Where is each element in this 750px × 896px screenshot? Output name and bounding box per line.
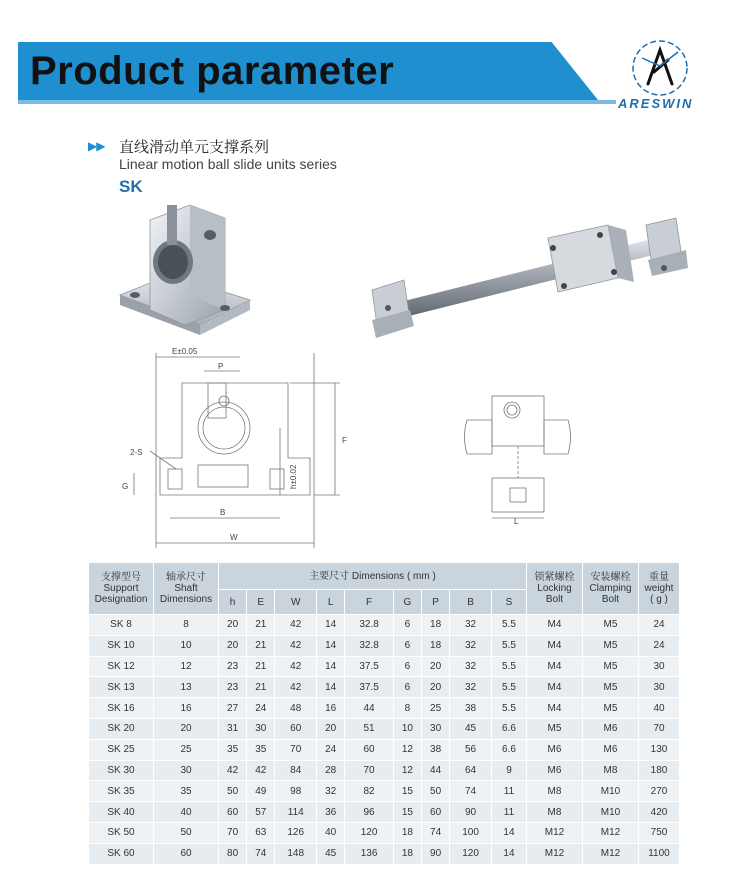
table-cell: SK 35 [89, 781, 153, 801]
table-cell: 37.5 [345, 677, 393, 697]
table-row [89, 719, 679, 739]
table-cell: 24 [247, 698, 274, 718]
table-cell: 12 [154, 657, 218, 677]
model-code: SK [119, 177, 143, 196]
table-cell: 14 [492, 844, 526, 864]
header-shaft [154, 563, 218, 614]
table-cell: M4 [527, 615, 582, 635]
table-cell: SK 40 [89, 802, 153, 822]
table-cell: SK 20 [89, 719, 153, 739]
table-cell: 32 [450, 636, 491, 656]
header-support-en2: Designation [94, 594, 148, 605]
header-dim-b: B [450, 590, 491, 614]
table-cell: 70 [345, 761, 393, 781]
table-cell: 6 [394, 657, 421, 677]
table-cell: 136 [345, 844, 393, 864]
table-cell: 60 [275, 719, 316, 739]
table-cell: 42 [247, 761, 274, 781]
table-cell: 90 [450, 802, 491, 822]
table-row [89, 761, 679, 781]
header-weight-en2: ( g ) [650, 594, 668, 605]
table-cell: 6 [394, 677, 421, 697]
label-h-tolerance: h±0.02 [289, 464, 298, 489]
table-cell: 8 [154, 615, 218, 635]
table-cell: 50 [154, 823, 218, 843]
table-cell: 38 [450, 698, 491, 718]
table-cell: M5 [583, 636, 638, 656]
table-cell: 84 [275, 761, 316, 781]
table-cell: 37.5 [345, 657, 393, 677]
table-cell: 420 [639, 802, 679, 822]
table-cell: 48 [275, 698, 316, 718]
header-locking [527, 563, 582, 614]
header-locking-cn: 锁紧螺栓 [534, 572, 575, 583]
table-cell: 32.8 [345, 636, 393, 656]
table-cell: M5 [583, 657, 638, 677]
header-weight-cn: 重量 [649, 572, 669, 583]
table-cell: 45 [450, 719, 491, 739]
table-cell: 126 [275, 823, 316, 843]
table-cell: M6 [527, 761, 582, 781]
table-cell: 20 [219, 615, 246, 635]
table-cell: 30 [154, 761, 218, 781]
table-cell: M6 [583, 719, 638, 739]
header-shaft-en2: Dimensions [159, 594, 213, 605]
table-cell: 45 [317, 844, 344, 864]
table-cell: 70 [639, 719, 679, 739]
table-row [89, 636, 679, 656]
header-clamping [583, 563, 638, 614]
table-cell: 32.8 [345, 615, 393, 635]
header-shaft-en1: Shaft [174, 583, 198, 594]
table-cell: M6 [527, 740, 582, 760]
table-cell: 35 [247, 740, 274, 760]
table-cell: M12 [527, 823, 582, 843]
table-row [89, 740, 679, 760]
header-support-cn: 支撑型号 [101, 572, 141, 583]
table-cell: 56 [450, 740, 491, 760]
label-g: G [122, 482, 129, 491]
table-cell: SK 50 [89, 823, 153, 843]
header-support-en1: Support [103, 583, 139, 594]
table-cell: 74 [422, 823, 449, 843]
table-cell: 10 [154, 636, 218, 656]
table-cell: 5.5 [492, 657, 526, 677]
header-weight [639, 563, 679, 614]
table-cell: 18 [394, 844, 421, 864]
table-cell: 25 [154, 740, 218, 760]
table-cell: M8 [527, 781, 582, 801]
brand-name: ARESWIN [618, 96, 694, 111]
table-cell: 16 [154, 698, 218, 718]
table-cell: 5.5 [492, 615, 526, 635]
header-dim-e: E [247, 590, 274, 614]
table-cell: 40 [317, 823, 344, 843]
header-dim-l: L [317, 590, 344, 614]
table-cell: 80 [219, 844, 246, 864]
table-cell: M5 [583, 615, 638, 635]
table-cell: 11 [492, 802, 526, 822]
table-cell: 20 [317, 719, 344, 739]
linear-shaft-assembly-photo [368, 210, 690, 350]
table-row [89, 698, 679, 718]
table-cell: SK 12 [89, 657, 153, 677]
table-cell: M12 [583, 823, 638, 843]
table-cell: 57 [247, 802, 274, 822]
table-cell: 5.5 [492, 698, 526, 718]
header-weight-en1: weight [644, 583, 674, 594]
table-cell: 60 [219, 802, 246, 822]
table-cell: 14 [492, 823, 526, 843]
table-cell: 14 [317, 657, 344, 677]
header-dim-w: W [275, 590, 316, 614]
front-view-drawing [120, 343, 355, 551]
table-cell: 60 [154, 844, 218, 864]
header-clamping-en1: Clamping [589, 583, 632, 594]
table-cell: SK 30 [89, 761, 153, 781]
table-cell: M5 [527, 719, 582, 739]
table-cell: 70 [219, 823, 246, 843]
page-title: Product parameter [30, 49, 395, 93]
header-shaft-cn: 轴承尺寸 [166, 572, 206, 583]
table-cell: M4 [527, 698, 582, 718]
table-cell: 38 [422, 740, 449, 760]
table-cell: 20 [219, 636, 246, 656]
table-cell: 13 [154, 677, 218, 697]
table-cell: 21 [247, 657, 274, 677]
table-cell: 1100 [639, 844, 679, 864]
label-b: B [220, 508, 226, 517]
header-support [89, 563, 153, 614]
table-cell: 30 [247, 719, 274, 739]
table-cell: M6 [583, 740, 638, 760]
table-row [89, 844, 679, 864]
table-cell: 23 [219, 657, 246, 677]
table-cell: 42 [275, 615, 316, 635]
table-cell: 14 [317, 677, 344, 697]
table-cell: 14 [317, 636, 344, 656]
table-cell: 12 [394, 740, 421, 760]
header-dim-f: F [345, 590, 393, 614]
table-row [89, 823, 679, 843]
table-cell: 35 [154, 781, 218, 801]
label-p: P [218, 362, 224, 371]
table-cell: 9 [492, 761, 526, 781]
table-cell: 180 [639, 761, 679, 781]
table-cell: 18 [422, 636, 449, 656]
table-cell: 90 [422, 844, 449, 864]
table-cell: 120 [450, 844, 491, 864]
table-cell: 60 [422, 802, 449, 822]
table-row [89, 657, 679, 677]
table-cell: 270 [639, 781, 679, 801]
table-cell: 96 [345, 802, 393, 822]
table-cell: 35 [219, 740, 246, 760]
table-cell: 10 [394, 719, 421, 739]
table-cell: SK 25 [89, 740, 153, 760]
table-cell: 74 [247, 844, 274, 864]
table-cell: 64 [450, 761, 491, 781]
table-cell: 40 [154, 802, 218, 822]
table-cell: 40 [639, 698, 679, 718]
table-cell: M10 [583, 781, 638, 801]
table-cell: 42 [275, 636, 316, 656]
table-cell: SK 8 [89, 615, 153, 635]
table-cell: 6.6 [492, 719, 526, 739]
label-w: W [230, 533, 238, 542]
table-cell: 15 [394, 781, 421, 801]
table-cell: 23 [219, 677, 246, 697]
table-cell: 15 [394, 802, 421, 822]
table-row [89, 781, 679, 801]
table-cell: 6 [394, 615, 421, 635]
table-cell: 21 [247, 615, 274, 635]
table-row [89, 677, 679, 697]
header-dim-g: G [394, 590, 421, 614]
label-e-tolerance: E±0.05 [172, 347, 198, 356]
table-cell: 114 [275, 802, 316, 822]
table-cell: M12 [527, 844, 582, 864]
table-cell: 28 [317, 761, 344, 781]
header-dim-p: P [422, 590, 449, 614]
table-cell: 24 [639, 615, 679, 635]
table-cell: 51 [345, 719, 393, 739]
table-cell: 21 [247, 677, 274, 697]
table-cell: 21 [247, 636, 274, 656]
table-cell: M4 [527, 636, 582, 656]
table-cell: 24 [317, 740, 344, 760]
table-cell: 16 [317, 698, 344, 718]
table-cell: SK 16 [89, 698, 153, 718]
table-cell: 5.5 [492, 636, 526, 656]
table-cell: 42 [275, 677, 316, 697]
table-cell: 42 [219, 761, 246, 781]
table-cell: 32 [450, 677, 491, 697]
header-locking-en2: Bolt [545, 594, 564, 605]
table-cell: 30 [639, 677, 679, 697]
header-dim-h: h [219, 590, 246, 614]
table-cell: M10 [583, 802, 638, 822]
table-cell: 74 [450, 781, 491, 801]
table-row [89, 615, 679, 635]
table-cell: 20 [154, 719, 218, 739]
table-cell: M8 [583, 761, 638, 781]
table-cell: 20 [422, 677, 449, 697]
table-cell: 18 [394, 823, 421, 843]
series-title-cn: 直线滑动单元支撑系列 [119, 139, 270, 156]
table-cell: 30 [422, 719, 449, 739]
table-cell: 50 [219, 781, 246, 801]
table-cell: M5 [583, 677, 638, 697]
label-l: L [514, 517, 519, 526]
table-cell: 18 [422, 615, 449, 635]
table-cell: 100 [450, 823, 491, 843]
table-cell: 31 [219, 719, 246, 739]
table-cell: 42 [275, 657, 316, 677]
header-dimensions: 主要尺寸 Dimensions ( mm ) [219, 563, 526, 589]
table-cell: 70 [275, 740, 316, 760]
table-cell: 32 [450, 657, 491, 677]
table-cell: 30 [639, 657, 679, 677]
table-cell: SK 13 [89, 677, 153, 697]
table-cell: 120 [345, 823, 393, 843]
header-clamping-cn: 安装螺栓 [590, 572, 631, 583]
table-cell: 750 [639, 823, 679, 843]
table-cell: 60 [345, 740, 393, 760]
table-cell: 14 [317, 615, 344, 635]
table-cell: 49 [247, 781, 274, 801]
label-f: F [342, 436, 347, 445]
table-cell: 148 [275, 844, 316, 864]
sk-support-photo [115, 200, 255, 340]
table-cell: 36 [317, 802, 344, 822]
table-row [89, 802, 679, 822]
table-cell: M4 [527, 677, 582, 697]
table-cell: M8 [527, 802, 582, 822]
table-cell: M5 [583, 698, 638, 718]
header-clamping-en2: Bolt [601, 594, 620, 605]
table-cell: 11 [492, 781, 526, 801]
series-title-en: Linear motion ball slide units series [119, 156, 337, 172]
banner-underline [18, 100, 616, 104]
table-cell: 20 [422, 657, 449, 677]
table-cell: 63 [247, 823, 274, 843]
header-dim-s: S [492, 590, 526, 614]
table-cell: 32 [317, 781, 344, 801]
side-view-drawing [462, 392, 574, 532]
table-cell: 130 [639, 740, 679, 760]
table-cell: 8 [394, 698, 421, 718]
table-cell: 98 [275, 781, 316, 801]
areswin-logo-icon [630, 38, 690, 98]
table-cell: M4 [527, 657, 582, 677]
table-cell: 12 [394, 761, 421, 781]
table-cell: 5.5 [492, 677, 526, 697]
table-cell: SK 60 [89, 844, 153, 864]
table-cell: M12 [583, 844, 638, 864]
table-cell: 25 [422, 698, 449, 718]
table-cell: 82 [345, 781, 393, 801]
table-cell: 27 [219, 698, 246, 718]
table-cell: 6.6 [492, 740, 526, 760]
table-cell: 44 [422, 761, 449, 781]
table-cell: 44 [345, 698, 393, 718]
specification-table [88, 562, 680, 865]
header-locking-en1: Locking [537, 583, 572, 594]
table-cell: SK 10 [89, 636, 153, 656]
table-cell: 50 [422, 781, 449, 801]
table-cell: 6 [394, 636, 421, 656]
table-cell: 24 [639, 636, 679, 656]
table-cell: 32 [450, 615, 491, 635]
label-2s: 2-S [130, 448, 143, 457]
bullet-arrows-icon: ▶▶ [88, 139, 105, 153]
